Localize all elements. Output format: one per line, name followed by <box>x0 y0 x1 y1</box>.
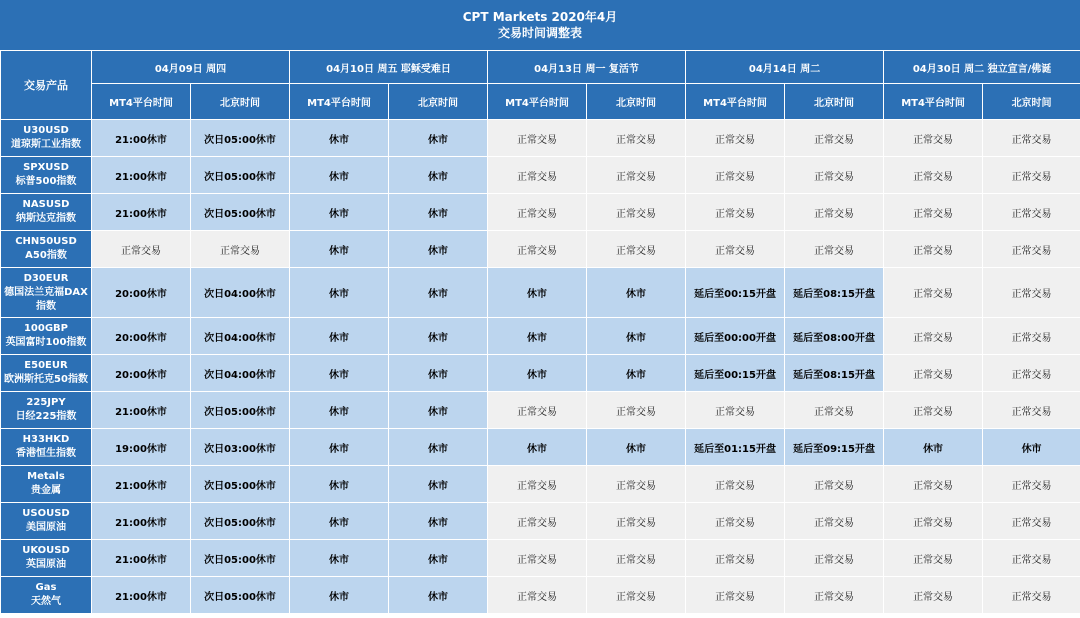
beijing-time-cell: 休市 <box>983 429 1080 466</box>
product-name-line: 纳斯达克指数 <box>16 213 76 224</box>
product-name-cell <box>1 466 92 503</box>
table-row <box>1 194 1080 231</box>
mt4-time-cell: 休市 <box>290 392 389 429</box>
mt4-time-cell: 正常交易 <box>884 157 983 194</box>
beijing-time-cell: 正常交易 <box>785 120 884 157</box>
mt4-time-cell: 20:00休市 <box>92 355 191 392</box>
mt4-time-cell: 21:00休市 <box>92 466 191 503</box>
mt4-time-cell: 21:00休市 <box>92 540 191 577</box>
beijing-time-cell: 休市 <box>389 503 488 540</box>
beijing-time-cell: 正常交易 <box>785 157 884 194</box>
mt4-time-cell: 休市 <box>488 429 587 466</box>
mt4-time-cell: 休市 <box>290 318 389 355</box>
mt4-time-cell: 休市 <box>488 268 587 318</box>
mt4-time-header: MT4平台时间 <box>884 84 983 120</box>
mt4-time-cell: 20:00休市 <box>92 268 191 318</box>
mt4-time-cell: 延后至00:15开盘 <box>686 355 785 392</box>
beijing-time-cell: 休市 <box>389 429 488 466</box>
mt4-time-cell: 正常交易 <box>884 577 983 614</box>
product-name-cell <box>1 268 92 318</box>
beijing-time-cell: 正常交易 <box>983 355 1080 392</box>
product-name-cell <box>1 120 92 157</box>
beijing-time-cell: 次日05:00休市 <box>191 120 290 157</box>
mt4-time-header: MT4平台时间 <box>488 84 587 120</box>
beijing-time-header: 北京时间 <box>983 84 1080 120</box>
table-row <box>1 120 1080 157</box>
product-name-cell <box>1 318 92 355</box>
mt4-time-cell: 正常交易 <box>686 577 785 614</box>
mt4-time-cell: 正常交易 <box>686 466 785 503</box>
beijing-time-cell: 休市 <box>389 157 488 194</box>
mt4-time-cell: 正常交易 <box>884 540 983 577</box>
mt4-time-cell: 休市 <box>290 577 389 614</box>
product-name-line: U30USD <box>23 125 69 136</box>
table-row <box>1 540 1080 577</box>
mt4-time-cell: 20:00休市 <box>92 318 191 355</box>
mt4-time-cell: 正常交易 <box>488 231 587 268</box>
beijing-time-cell: 正常交易 <box>983 318 1080 355</box>
beijing-time-cell: 正常交易 <box>191 231 290 268</box>
date-header-row <box>1 51 1080 84</box>
product-name-line: Metals <box>27 471 65 482</box>
beijing-time-cell: 正常交易 <box>587 120 686 157</box>
product-name-line: UKOUSD <box>22 545 70 556</box>
mt4-time-cell: 休市 <box>488 318 587 355</box>
beijing-time-cell: 正常交易 <box>785 392 884 429</box>
mt4-time-cell: 正常交易 <box>686 157 785 194</box>
product-name-cell <box>1 194 92 231</box>
mt4-time-cell: 正常交易 <box>488 194 587 231</box>
mt4-time-cell: 正常交易 <box>884 355 983 392</box>
product-name-cell <box>1 540 92 577</box>
mt4-time-cell: 休市 <box>488 355 587 392</box>
product-name-line: 欧洲斯托克50指数 <box>4 374 88 385</box>
beijing-time-cell: 正常交易 <box>587 466 686 503</box>
beijing-time-cell: 正常交易 <box>587 392 686 429</box>
mt4-time-cell: 正常交易 <box>884 268 983 318</box>
title-line-2: 交易时间调整表 <box>497 26 582 40</box>
mt4-time-cell: 正常交易 <box>686 194 785 231</box>
mt4-time-cell: 21:00休市 <box>92 194 191 231</box>
mt4-time-cell: 休市 <box>290 429 389 466</box>
product-name-line: 香港恒生指数 <box>16 448 76 459</box>
mt4-time-cell: 正常交易 <box>92 231 191 268</box>
beijing-time-cell: 休市 <box>389 318 488 355</box>
beijing-time-cell: 休市 <box>389 268 488 318</box>
beijing-time-cell: 延后至08:15开盘 <box>785 355 884 392</box>
mt4-time-cell: 延后至00:15开盘 <box>686 268 785 318</box>
mt4-time-cell: 正常交易 <box>488 392 587 429</box>
beijing-time-cell: 正常交易 <box>785 466 884 503</box>
title-line-1: CPT Markets 2020年4月 <box>462 10 618 24</box>
table-row <box>1 466 1080 503</box>
table-row <box>1 231 1080 268</box>
beijing-time-cell: 次日05:00休市 <box>191 503 290 540</box>
product-name-line: SPXUSD <box>23 162 69 173</box>
beijing-time-cell: 休市 <box>389 355 488 392</box>
beijing-time-cell: 正常交易 <box>983 466 1080 503</box>
product-name-cell <box>1 577 92 614</box>
beijing-time-cell: 次日04:00休市 <box>191 268 290 318</box>
beijing-time-cell: 正常交易 <box>983 392 1080 429</box>
mt4-time-cell: 休市 <box>884 429 983 466</box>
date-header: 04月10日 周五 耶稣受难日 <box>290 51 488 84</box>
date-header: 04月09日 周四 <box>92 51 290 84</box>
product-column-header: 交易产品 <box>1 51 92 120</box>
mt4-time-header: MT4平台时间 <box>686 84 785 120</box>
mt4-time-cell: 休市 <box>290 268 389 318</box>
mt4-time-cell: 正常交易 <box>884 120 983 157</box>
mt4-time-cell: 19:00休市 <box>92 429 191 466</box>
product-name-line: A50指数 <box>25 250 67 261</box>
product-name-line: H33HKD <box>22 434 70 445</box>
product-name-line: 日经225指数 <box>15 411 77 422</box>
mt4-time-cell: 正常交易 <box>686 540 785 577</box>
product-name-line: E50EUR <box>24 360 68 371</box>
product-name-cell <box>1 392 92 429</box>
product-name-line: Gas <box>35 582 57 593</box>
beijing-time-cell: 次日05:00休市 <box>191 540 290 577</box>
product-name-line: 225JPY <box>26 397 66 408</box>
mt4-time-cell: 休市 <box>290 157 389 194</box>
beijing-time-cell: 休市 <box>389 577 488 614</box>
product-name-line: D30EUR <box>23 272 69 284</box>
mt4-time-cell: 21:00休市 <box>92 392 191 429</box>
product-name-cell <box>1 231 92 268</box>
product-name-line: 贵金属 <box>31 485 61 496</box>
mt4-time-cell: 休市 <box>290 355 389 392</box>
beijing-time-cell: 正常交易 <box>983 157 1080 194</box>
mt4-time-cell: 正常交易 <box>488 120 587 157</box>
beijing-time-cell: 休市 <box>389 392 488 429</box>
mt4-time-cell: 21:00休市 <box>92 157 191 194</box>
beijing-time-cell: 正常交易 <box>785 540 884 577</box>
date-header: 04月30日 周二 独立宣言/佛诞 <box>884 51 1080 84</box>
mt4-time-cell: 正常交易 <box>686 503 785 540</box>
beijing-time-cell: 正常交易 <box>587 503 686 540</box>
product-name-line: 英国富时100指数 <box>5 337 87 348</box>
beijing-time-cell: 休市 <box>389 466 488 503</box>
mt4-time-cell: 正常交易 <box>488 503 587 540</box>
mt4-time-cell: 正常交易 <box>686 231 785 268</box>
beijing-time-cell: 正常交易 <box>587 231 686 268</box>
beijing-time-cell: 正常交易 <box>587 194 686 231</box>
mt4-time-cell: 正常交易 <box>488 540 587 577</box>
table-row <box>1 318 1080 355</box>
beijing-time-cell: 次日05:00休市 <box>191 466 290 503</box>
beijing-time-cell: 延后至09:15开盘 <box>785 429 884 466</box>
beijing-time-cell: 休市 <box>587 429 686 466</box>
mt4-time-cell: 延后至01:15开盘 <box>686 429 785 466</box>
mt4-time-cell: 休市 <box>290 540 389 577</box>
table-row <box>1 392 1080 429</box>
beijing-time-cell: 正常交易 <box>587 577 686 614</box>
mt4-time-cell: 正常交易 <box>686 120 785 157</box>
beijing-time-cell: 休市 <box>389 194 488 231</box>
beijing-time-cell: 次日03:00休市 <box>191 429 290 466</box>
beijing-time-cell: 正常交易 <box>983 540 1080 577</box>
trading-schedule-table <box>0 50 1080 614</box>
mt4-time-cell: 21:00休市 <box>92 577 191 614</box>
beijing-time-cell: 次日05:00休市 <box>191 577 290 614</box>
beijing-time-header: 北京时间 <box>389 84 488 120</box>
beijing-time-cell: 次日05:00休市 <box>191 392 290 429</box>
product-name-cell <box>1 503 92 540</box>
mt4-time-cell: 正常交易 <box>488 157 587 194</box>
table-row <box>1 268 1080 318</box>
beijing-time-cell: 正常交易 <box>983 194 1080 231</box>
beijing-time-cell: 正常交易 <box>983 577 1080 614</box>
product-name-line: 道琼斯工业指数 <box>11 139 81 150</box>
product-name-line: 指数 <box>36 300 56 312</box>
beijing-time-cell: 休市 <box>389 540 488 577</box>
mt4-time-cell: 正常交易 <box>488 577 587 614</box>
mt4-time-cell: 延后至00:00开盘 <box>686 318 785 355</box>
beijing-time-cell: 次日04:00休市 <box>191 318 290 355</box>
product-name-line: NASUSD <box>22 199 70 210</box>
beijing-time-cell: 延后至08:00开盘 <box>785 318 884 355</box>
product-name-cell <box>1 355 92 392</box>
table-row <box>1 157 1080 194</box>
product-name-line: 德国法兰克福DAX <box>4 286 88 298</box>
schedule-body <box>1 120 1080 614</box>
mt4-time-cell: 正常交易 <box>884 231 983 268</box>
beijing-time-cell: 正常交易 <box>587 540 686 577</box>
beijing-time-cell: 正常交易 <box>983 503 1080 540</box>
beijing-time-header: 北京时间 <box>785 84 884 120</box>
beijing-time-cell: 休市 <box>587 355 686 392</box>
time-type-header-row <box>1 84 1080 120</box>
table-row <box>1 577 1080 614</box>
beijing-time-cell: 休市 <box>389 120 488 157</box>
beijing-time-cell: 正常交易 <box>785 194 884 231</box>
beijing-time-cell: 次日05:00休市 <box>191 194 290 231</box>
beijing-time-header: 北京时间 <box>191 84 290 120</box>
mt4-time-cell: 休市 <box>290 231 389 268</box>
product-name-line: CHN50USD <box>15 236 77 247</box>
beijing-time-cell: 正常交易 <box>983 268 1080 318</box>
mt4-time-cell: 21:00休市 <box>92 120 191 157</box>
beijing-time-cell: 休市 <box>389 231 488 268</box>
date-header: 04月13日 周一 复活节 <box>488 51 686 84</box>
product-name-line: 美国原油 <box>26 522 66 533</box>
mt4-time-cell: 正常交易 <box>884 503 983 540</box>
product-name-line: 天然气 <box>31 596 61 607</box>
beijing-time-cell: 次日05:00休市 <box>191 157 290 194</box>
beijing-time-cell: 次日04:00休市 <box>191 355 290 392</box>
table-row <box>1 355 1080 392</box>
beijing-time-cell: 休市 <box>587 318 686 355</box>
mt4-time-cell: 正常交易 <box>884 318 983 355</box>
mt4-time-cell: 正常交易 <box>884 194 983 231</box>
mt4-time-cell: 正常交易 <box>686 392 785 429</box>
mt4-time-header: MT4平台时间 <box>290 84 389 120</box>
product-name-cell <box>1 429 92 466</box>
product-name-line: 100GBP <box>23 323 69 334</box>
table-row <box>1 429 1080 466</box>
beijing-time-header: 北京时间 <box>587 84 686 120</box>
beijing-time-cell: 休市 <box>587 268 686 318</box>
beijing-time-cell: 正常交易 <box>983 120 1080 157</box>
beijing-time-cell: 正常交易 <box>785 231 884 268</box>
product-name-line: 标普500指数 <box>15 176 77 187</box>
beijing-time-cell: 正常交易 <box>983 231 1080 268</box>
product-name-line: USOUSD <box>22 508 70 519</box>
beijing-time-cell: 正常交易 <box>785 503 884 540</box>
schedule-title <box>0 0 1080 50</box>
mt4-time-cell: 正常交易 <box>884 466 983 503</box>
mt4-time-cell: 21:00休市 <box>92 503 191 540</box>
mt4-time-header: MT4平台时间 <box>92 84 191 120</box>
beijing-time-cell: 正常交易 <box>785 577 884 614</box>
beijing-time-cell: 正常交易 <box>587 157 686 194</box>
table-row <box>1 503 1080 540</box>
mt4-time-cell: 休市 <box>290 194 389 231</box>
product-name-line: 英国原油 <box>26 559 66 570</box>
mt4-time-cell: 正常交易 <box>884 392 983 429</box>
mt4-time-cell: 休市 <box>290 466 389 503</box>
beijing-time-cell: 延后至08:15开盘 <box>785 268 884 318</box>
mt4-time-cell: 休市 <box>290 503 389 540</box>
mt4-time-cell: 休市 <box>290 120 389 157</box>
mt4-time-cell: 正常交易 <box>488 466 587 503</box>
date-header: 04月14日 周二 <box>686 51 884 84</box>
product-name-cell <box>1 157 92 194</box>
